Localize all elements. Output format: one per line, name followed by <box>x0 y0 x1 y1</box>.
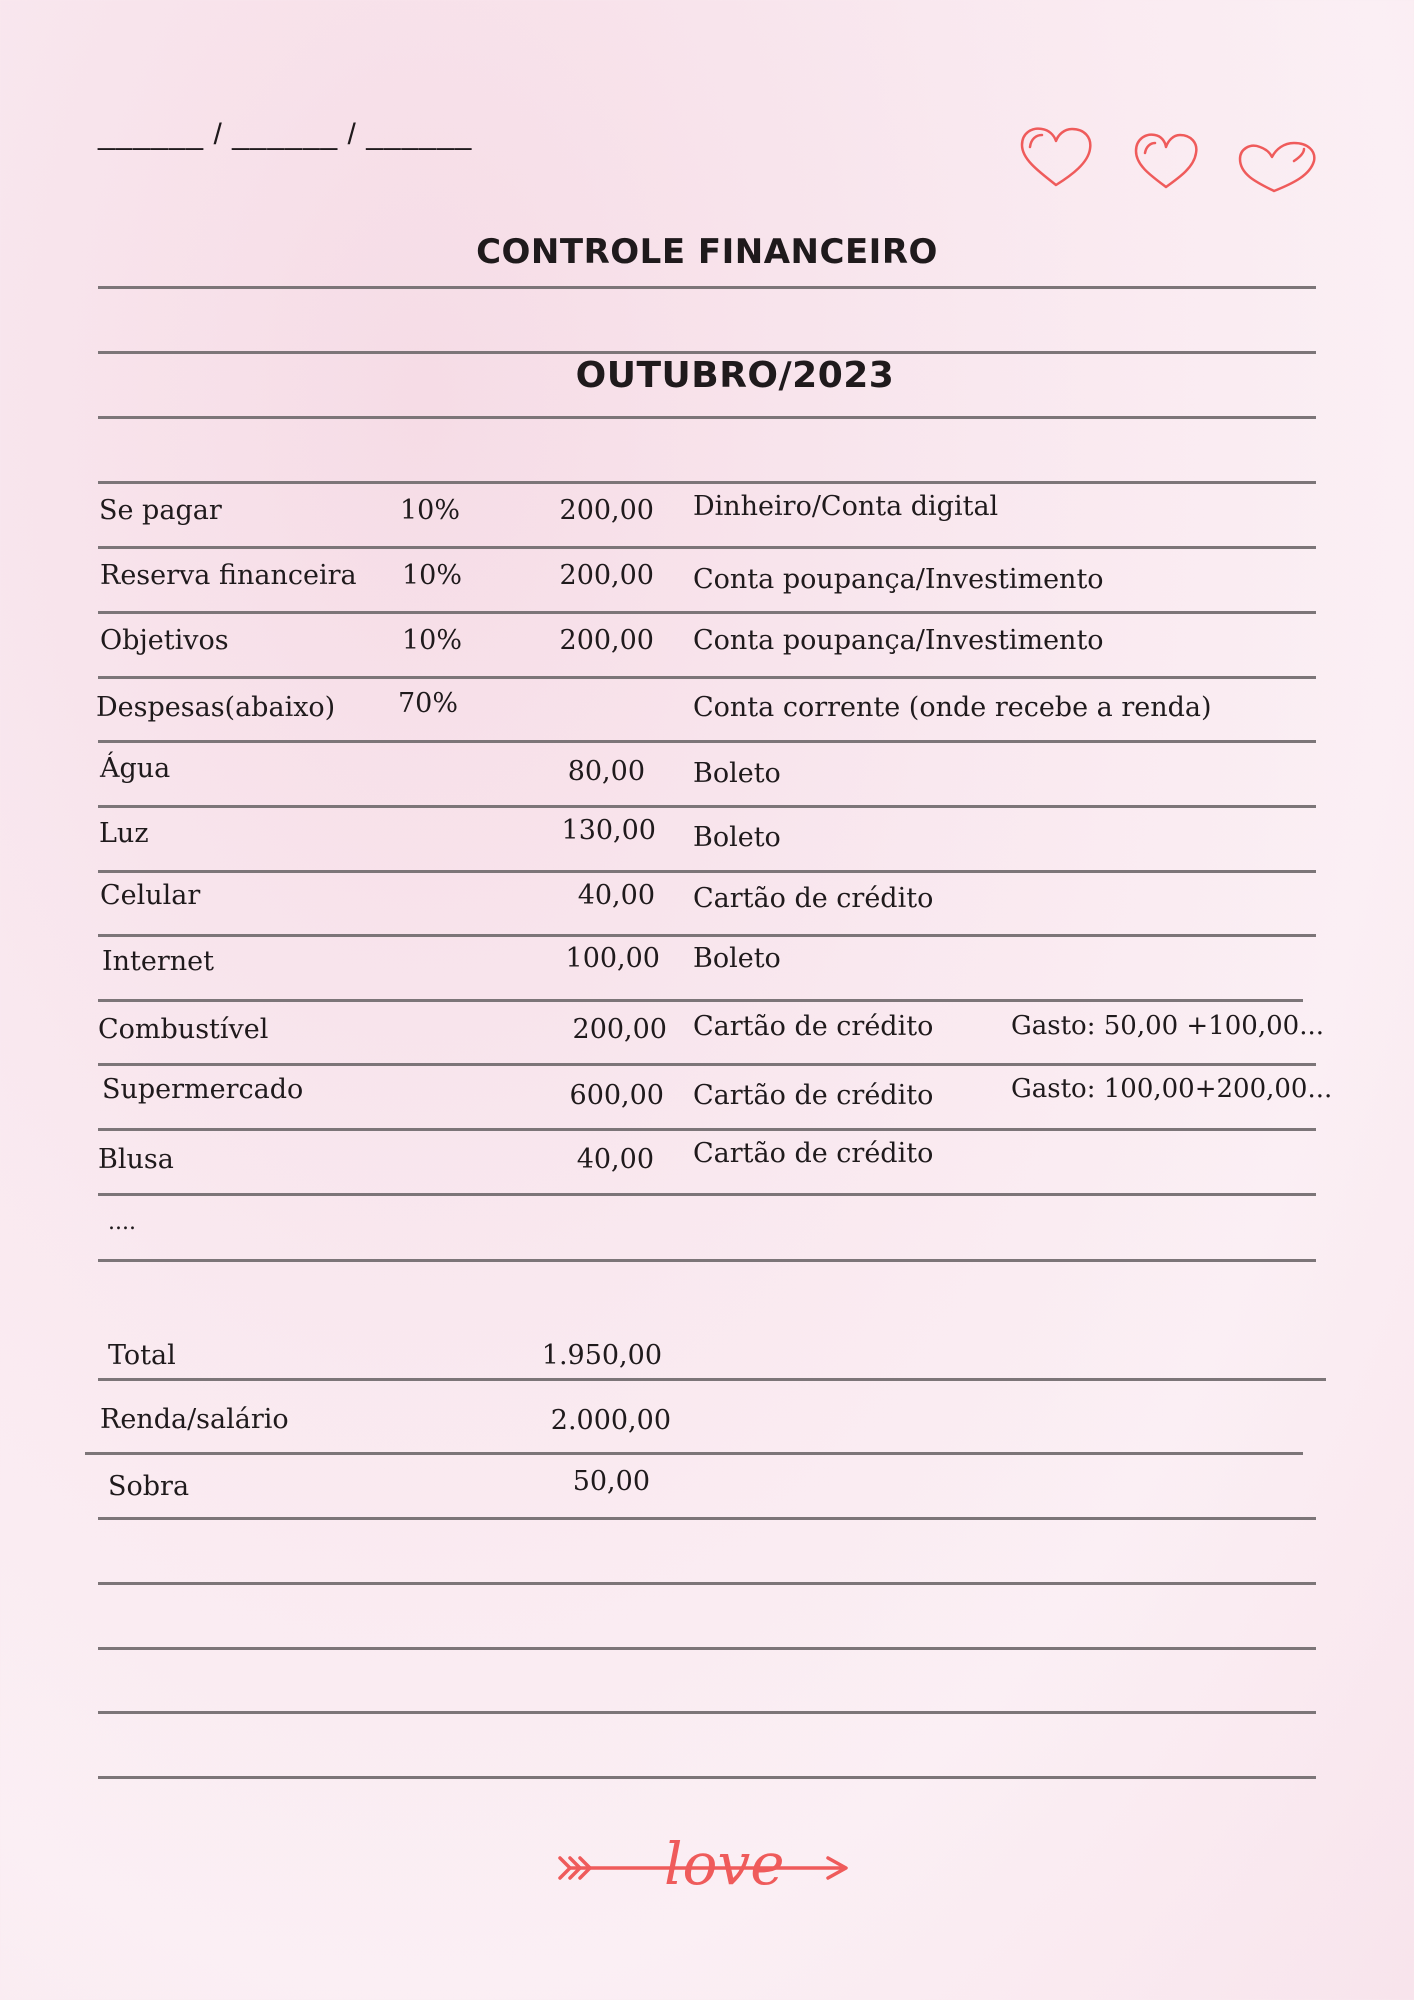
row-label: Internet <box>102 946 215 977</box>
divider <box>98 1193 1316 1196</box>
divider <box>98 1582 1316 1585</box>
income-value: 2.000,00 <box>550 1405 671 1436</box>
row-account: Cartão de crédito <box>693 1011 934 1042</box>
divider <box>98 999 1303 1002</box>
divider <box>98 934 1316 937</box>
row-note: Gasto: 50,00 +100,00... <box>1011 1011 1324 1041</box>
row-account: Cartão de crédito <box>693 883 934 914</box>
divider <box>98 805 1316 808</box>
row-label: Supermercado <box>102 1074 304 1105</box>
row-value: 200,00 <box>559 625 654 656</box>
heart-icon <box>1136 135 1196 187</box>
row-percent: 10% <box>400 495 461 526</box>
divider <box>98 740 1316 743</box>
row-percent: 10% <box>402 625 463 656</box>
divider <box>98 1711 1316 1714</box>
row-label: Reserva financeira <box>100 560 357 591</box>
divider <box>98 481 1316 484</box>
row-percent: 70% <box>398 688 459 719</box>
row-label: Celular <box>100 880 201 911</box>
row-value: 40,00 <box>577 880 655 911</box>
leftover-label: Sobra <box>108 1471 190 1502</box>
row-account: Boleto <box>693 822 781 853</box>
row-label: Objetivos <box>100 625 229 656</box>
divider <box>98 351 1316 354</box>
total-label: Total <box>108 1340 176 1371</box>
row-account: Dinheiro/Conta digital <box>693 491 999 522</box>
row-value: 100,00 <box>565 943 660 974</box>
row-label: Combustível <box>98 1014 269 1045</box>
page-title: CONTROLE FINANCEIRO <box>476 232 938 272</box>
heart-icon <box>1022 129 1090 185</box>
love-arrow-decoration <box>556 1808 856 1918</box>
divider <box>98 546 1316 549</box>
row-value: 130,00 <box>561 815 656 846</box>
divider <box>98 1063 1316 1066</box>
row-account: Cartão de crédito <box>693 1080 934 1111</box>
row-account: Cartão de crédito <box>693 1138 934 1169</box>
row-account: Conta poupança/Investimento <box>693 564 1104 595</box>
row-value: 200,00 <box>559 495 654 526</box>
leftover-value: 50,00 <box>572 1466 650 1497</box>
row-account: Boleto <box>693 758 781 789</box>
row-label: Blusa <box>98 1144 174 1175</box>
hearts-decoration <box>1018 125 1320 197</box>
divider <box>98 1378 1326 1381</box>
row-account: Conta corrente (onde recebe a renda) <box>693 692 1212 723</box>
date-field[interactable]: ______ / ______ / ______ <box>98 118 473 151</box>
divider <box>98 676 1316 679</box>
row-label: Luz <box>99 818 149 849</box>
divider <box>98 870 1316 873</box>
row-label: Água <box>100 753 171 784</box>
row-value: 600,00 <box>569 1080 664 1111</box>
row-value: 80,00 <box>567 756 645 787</box>
income-label: Renda/salário <box>100 1404 289 1435</box>
divider <box>98 1517 1316 1520</box>
row-label: Se pagar <box>99 495 222 526</box>
love-text: love <box>664 1830 785 1898</box>
row-value: 200,00 <box>559 560 654 591</box>
row-account: Conta poupança/Investimento <box>693 625 1104 656</box>
divider <box>98 611 1316 614</box>
divider <box>98 1647 1316 1650</box>
row-value: 40,00 <box>576 1144 654 1175</box>
row-value: 200,00 <box>572 1014 667 1045</box>
month-title: OUTUBRO/2023 <box>575 355 895 396</box>
divider <box>98 1128 1316 1131</box>
row-label: Despesas(abaixo) <box>96 692 336 723</box>
row-label: .... <box>108 1210 136 1235</box>
row-note: Gasto: 100,00+200,00... <box>1011 1074 1333 1104</box>
divider <box>98 416 1316 419</box>
divider <box>98 1776 1316 1779</box>
total-value: 1.950,00 <box>541 1340 662 1371</box>
row-account: Boleto <box>693 943 781 974</box>
divider <box>98 286 1316 289</box>
divider <box>85 1452 1303 1455</box>
row-percent: 10% <box>402 560 463 591</box>
divider <box>98 1259 1316 1262</box>
